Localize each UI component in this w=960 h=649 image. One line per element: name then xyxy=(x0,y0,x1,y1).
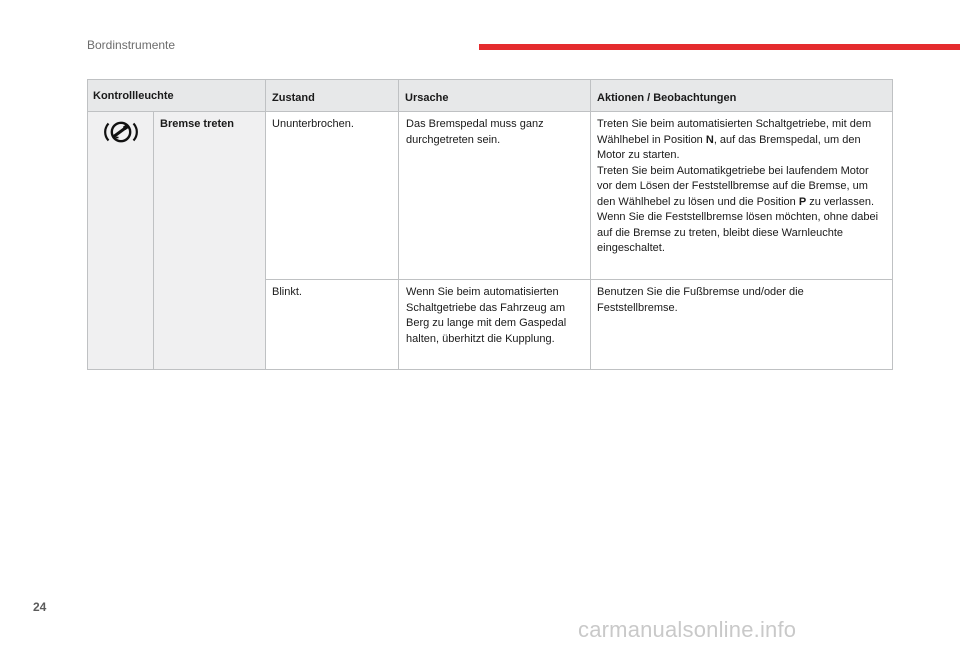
page-number: 24 xyxy=(33,600,47,614)
warning-light-name: Bremse treten xyxy=(154,112,266,370)
ursache-cell: Wenn Sie beim automatisierten Schaltgetriebe das Fahrzeug am Berg zu lange mit dem Gaspedal halten, überhitzt die Kupplung. xyxy=(399,280,591,370)
zustand-cell: Blinkt. xyxy=(266,280,399,370)
aktion-paragraph-3: Wenn Sie die Feststellbremse lösen möchten, ohne dabei auf die Bremse zu treten, bleibt diese Warnleuchte eingeschaltet. xyxy=(597,211,879,254)
warning-light-table xyxy=(87,79,893,370)
aktion-paragraph-1: Treten Sie beim automatisierten Schaltgetriebe, mit dem Wählhebel in Position N, auf das Bremspedal, um den Motor zu starten. xyxy=(597,118,872,161)
page-section-title: Bordinstrumente xyxy=(87,38,176,52)
aktionen-cell: Benutzen Sie die Fußbremse und/oder die Feststellbremse. xyxy=(591,280,893,370)
watermark: carmanualsonline.info xyxy=(578,617,797,642)
column-header-aktionen: Aktionen / Beobachtungen xyxy=(591,80,893,112)
column-header-ursache: Ursache xyxy=(399,80,591,112)
aktionen-cell xyxy=(591,112,893,280)
column-header-zustand: Zustand xyxy=(266,80,399,112)
zustand-cell: Ununterbrochen. xyxy=(266,112,399,280)
table-header-row xyxy=(88,80,893,112)
column-header-kontrollleuchte: Kontrollleuchte xyxy=(88,80,266,112)
warning-symbol-cell xyxy=(88,112,154,370)
brake-pedal-warning-icon xyxy=(101,118,141,152)
aktion-paragraph-2: Treten Sie beim Automatikgetriebe bei laufendem Motor vor dem Lösen der Feststellbremse auf die Bremse, um den Wählhebel zu lösen und die Position P zu verlassen. xyxy=(597,164,875,208)
ursache-cell: Das Bremspedal muss ganz durchgetreten sein. xyxy=(399,112,591,280)
table-row xyxy=(88,112,893,280)
header-accent-bar xyxy=(479,44,960,50)
